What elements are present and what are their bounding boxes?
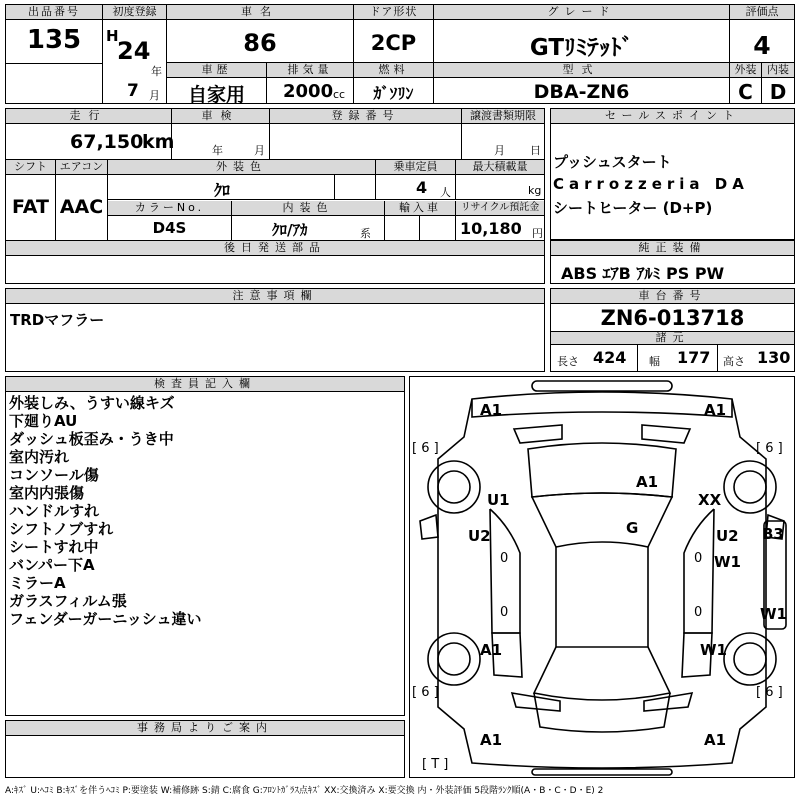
ext-color: ｸﾛ	[213, 181, 230, 200]
height-label: 高さ	[723, 355, 745, 368]
inspector-line: ハンドルすれ	[9, 502, 100, 520]
inspector-line: 外装しみ、うすい線キズ	[9, 394, 175, 412]
inspector-line: バンパー下A	[9, 556, 95, 574]
displacement-cell	[267, 63, 354, 103]
transfer-day-unit: 日	[530, 144, 541, 157]
exterior-grade-label: 外装	[730, 63, 761, 78]
dims-label: 諸元	[551, 332, 794, 345]
notes-label: 注意事項欄	[6, 289, 544, 304]
damage-rear-left-fender: A1	[480, 641, 503, 659]
fuel: ｶﾞｿﾘﾝ	[373, 84, 414, 103]
model-code: DBA-ZN6	[533, 81, 630, 103]
width-label: 幅	[649, 355, 660, 368]
damage-front-left-corner: A1	[480, 401, 503, 419]
length-label: 長さ	[557, 355, 579, 368]
rating-label: 評価点	[730, 5, 794, 20]
equipment-panel	[550, 240, 795, 284]
import-cell	[385, 201, 456, 240]
inspector-line: ミラーA	[9, 574, 66, 592]
color-no-cell	[108, 201, 232, 240]
load-unit: kg	[528, 184, 542, 197]
first-reg-label: 初度登録	[103, 5, 166, 20]
door-type: 2CP	[370, 31, 417, 55]
parts-label: 後日発送部品	[6, 241, 544, 256]
fuel-label: 燃料	[354, 63, 433, 78]
lot-cell	[6, 5, 103, 103]
tread-front-left: [ 6 ]	[412, 441, 439, 456]
car-name-cell	[167, 5, 354, 63]
inspector-line: 室内内張傷	[9, 484, 85, 502]
inspector-line: フェンダーガーニッシュ違い	[9, 610, 202, 628]
capacity-unit: 人	[440, 186, 451, 199]
int-color-suffix: 系	[360, 227, 371, 240]
chassis-number: ZN6-013718	[600, 306, 745, 330]
history-cell	[167, 63, 267, 106]
car-outline-diagram	[410, 377, 794, 777]
shift-label: シフト	[6, 160, 55, 175]
shift-cell	[6, 160, 56, 240]
fuel-cell	[354, 63, 434, 103]
inspector-line: 室内汚れ	[9, 448, 70, 466]
rating-cell	[730, 5, 794, 63]
import-label: 輸入車	[385, 201, 455, 216]
int-color-label: 内装色	[232, 201, 384, 216]
damage-front-right-corner: A1	[704, 401, 727, 419]
grade: GTﾘﾐﾃｯﾄﾞ	[529, 35, 634, 61]
height: 130	[757, 348, 791, 367]
sales-point-1: プッシュスタート	[553, 153, 672, 171]
era-letter: H	[106, 27, 119, 45]
color-no: D4S	[152, 219, 187, 237]
int-color-cell	[232, 201, 385, 240]
damage-left-door: U2	[468, 527, 491, 545]
damage-right-door: U2	[716, 527, 739, 545]
damage-front-right-fender: XX	[698, 491, 722, 509]
interior-grade: D	[769, 80, 787, 104]
month-unit: 月	[149, 89, 160, 102]
mileage-cell	[6, 109, 175, 159]
int-color: ｸﾛ/ｱｶ	[272, 221, 308, 239]
mileage-unit: km	[142, 131, 175, 153]
damage-rear-right-fender: W1	[700, 641, 727, 659]
exterior-grade: C	[738, 80, 753, 104]
tread-rear-left: [ 6 ]	[412, 685, 439, 700]
left-sill-zero: 0	[500, 551, 509, 566]
inspection-cell	[172, 109, 270, 159]
capacity: 4	[416, 178, 428, 197]
color-no-label: カラーNo.	[108, 201, 231, 216]
grade-label: グレード	[434, 5, 729, 20]
mileage: 67,150	[70, 131, 144, 153]
inspector-line: シートすれ中	[9, 538, 99, 556]
reg-year: 24	[117, 37, 151, 65]
damage-right-rear-side: W1	[760, 605, 787, 623]
door-label: ドア形状	[354, 5, 433, 20]
trunk-mark: [ T ]	[422, 757, 449, 772]
interior-grade-cell	[762, 63, 794, 103]
capacity-label: 乗車定員	[376, 160, 455, 175]
exterior-grade-cell	[730, 63, 762, 103]
capacity-cell	[376, 160, 456, 200]
recycle-label: リサイクル預託金	[456, 201, 544, 216]
model-cell	[434, 63, 730, 103]
length: 424	[593, 348, 627, 367]
notes-text: TRDマフラー	[10, 311, 105, 329]
inspection-month-unit: 月	[254, 144, 265, 157]
chassis-panel	[550, 288, 795, 372]
damage-rear-right-corner: A1	[704, 731, 727, 749]
inspector-line: シフトノブすれ	[9, 520, 114, 538]
sales-point-3: シートヒーター (D+P)	[553, 199, 713, 217]
office-panel	[5, 720, 405, 778]
shift: FAT	[12, 196, 49, 218]
damage-legend: A:ｷｽﾞ U:ﾍｺﾐ B:ｷｽﾞを伴うﾍｺﾐ P:要塗装 W:補修跡 S:錆 C:腐食 G:ﾌﾛﾝﾄｶﾞﾗｽ点ｷｽﾞ XX:交換済み X:要交換 内・外装評価 5段階ﾗﾝｸ順(A・B・C・D・E) 2	[5, 786, 604, 796]
inspector-line: コンソール傷	[9, 466, 99, 484]
chassis-label: 車台番号	[551, 289, 794, 304]
reg-month: 7	[127, 81, 139, 101]
ac: AAC	[59, 196, 104, 218]
transfer-cell	[462, 109, 544, 159]
inspector-notes	[9, 394, 201, 628]
equipment-label: 純正装備	[551, 241, 794, 256]
first-reg-cell	[103, 5, 167, 103]
right-rear-zero: 0	[694, 605, 703, 620]
inspector-line: ガラスフィルム張	[9, 592, 127, 610]
spec-table	[5, 108, 545, 284]
tread-rear-right: [ 6 ]	[756, 685, 783, 700]
inspector-line: ダッシュ板歪み・うき中	[9, 430, 174, 448]
displacement-unit: cc	[333, 88, 346, 101]
damage-hood: A1	[636, 473, 659, 491]
damage-right-side: B3	[762, 525, 784, 543]
damage-right-door-w: W1	[714, 553, 741, 571]
damage-roof: G	[626, 519, 639, 537]
displacement: 2000	[283, 81, 334, 102]
inspection-label: 車検	[172, 109, 269, 124]
transfer-month-unit: 月	[494, 144, 505, 157]
load-label: 最大積載量	[456, 160, 544, 175]
sales-points-label: セールスポイント	[551, 109, 794, 124]
inspection-year-unit: 年	[212, 144, 223, 157]
inspector-panel	[5, 376, 405, 716]
width: 177	[677, 348, 711, 367]
ac-label: エアコン	[56, 160, 107, 175]
tread-front-right: [ 6 ]	[756, 441, 783, 456]
model-label: 型式	[434, 63, 729, 78]
right-sill-zero: 0	[694, 551, 703, 566]
history-label: 車歴	[167, 63, 266, 78]
lot-label: 出品番号	[6, 5, 102, 20]
interior-grade-label: 内装	[762, 63, 794, 78]
ac-cell	[56, 160, 108, 240]
mileage-label: 走行	[6, 109, 171, 124]
ext-color-cell	[108, 160, 376, 200]
recycle-unit: 円	[532, 227, 543, 240]
grade-cell	[434, 5, 730, 63]
inspector-line: 下廻りAU	[9, 412, 78, 430]
plate-label: 登録番号	[270, 109, 461, 124]
notes-panel	[5, 288, 545, 372]
recycle-cell	[456, 201, 544, 240]
lot-number: 135	[26, 25, 82, 55]
load-cell	[456, 160, 544, 200]
car-name: 86	[243, 29, 277, 57]
ext-color-label: 外装色	[108, 160, 375, 175]
damage-front-left-fender: U1	[487, 491, 510, 509]
top-header-table	[5, 4, 795, 104]
history: 自家用	[187, 84, 245, 106]
car-diagram-panel	[409, 376, 795, 778]
rating: 4	[753, 31, 771, 60]
door-cell	[354, 5, 434, 63]
recycle: 10,180	[460, 219, 522, 238]
transfer-label: 譲渡書類期限	[462, 109, 544, 124]
year-unit: 年	[151, 65, 162, 78]
plate-cell	[270, 109, 462, 159]
office-label: 事務局よりご案内	[6, 721, 404, 736]
inspector-label: 検査員記入欄	[6, 377, 404, 392]
car-name-label: 車名	[167, 5, 353, 20]
damage-rear-left-corner: A1	[480, 731, 503, 749]
displacement-label: 排気量	[267, 63, 353, 78]
sales-points-panel	[550, 108, 795, 240]
sales-point-2: Carrozzeria DA	[553, 175, 749, 193]
equipment-items: ABS ｴｱB ｱﾙﾐ PS PW	[561, 264, 725, 283]
left-rear-zero: 0	[500, 605, 509, 620]
